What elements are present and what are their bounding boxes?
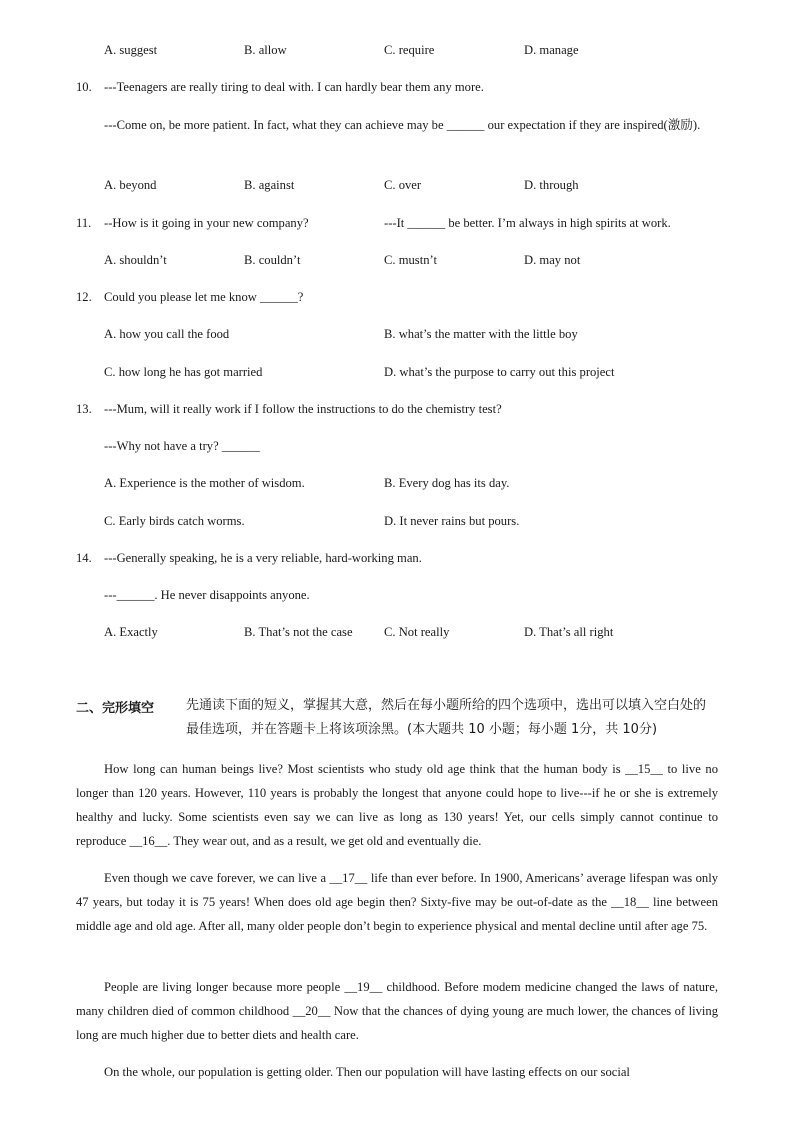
option-c[interactable]: C. how long he has got married — [104, 365, 263, 379]
option-b[interactable]: B. couldn’t — [244, 253, 301, 267]
option-b[interactable]: B. what’s the matter with the little boy — [384, 327, 578, 341]
question-text: Could you please let me know ______? — [104, 290, 304, 304]
question-options — [104, 625, 744, 643]
passage-paragraph: On the whole, our population is getting older. Then our population will have lasting effects on our social — [104, 1065, 630, 1079]
question-text-reply: ---It ______ be better. I’m always in high spirits at work. — [384, 216, 671, 230]
option-a[interactable]: A. shouldn’t — [104, 253, 167, 267]
section-instructions: 先通读下面的短义，掌握其大意，然后在每小题所给的四个选项中，选出可以填入空白处的最佳选项，并在答题卡上将该项涂黑。(本大题共 10 小题；每小题 1分，共 10分) — [186, 698, 707, 737]
prev-question-options — [104, 43, 744, 61]
option-d[interactable]: D. It never rains but pours. — [384, 514, 520, 528]
question-options — [104, 476, 744, 494]
option-b[interactable]: B. Every dog has its day. — [384, 476, 510, 490]
option-a[interactable]: A. how you call the food — [104, 327, 230, 341]
option-c[interactable]: C. over — [384, 178, 422, 192]
option-b[interactable]: B. allow — [244, 43, 287, 57]
question-options — [104, 327, 744, 345]
option-d[interactable]: D. may not — [524, 253, 581, 267]
option-d[interactable]: D. through — [524, 178, 579, 192]
option-c[interactable]: C. mustn’t — [384, 253, 437, 267]
question-number: 14. — [76, 551, 92, 565]
option-b[interactable]: B. That’s not the case — [244, 625, 353, 639]
question-options — [104, 365, 744, 383]
option-c[interactable]: C. Early birds catch worms. — [104, 514, 245, 528]
option-c[interactable]: C. require — [384, 43, 435, 57]
question-options — [104, 514, 744, 532]
question-text: ---Mum, will it really work if I follow the instructions to do the chemistry test? — [104, 402, 502, 416]
question-number: 13. — [76, 402, 92, 416]
question-number: 12. — [76, 290, 92, 304]
question-text: ---Come on, be more patient. In fact, what they can achieve may be ______ our expectation if they are inspired(激励). — [104, 118, 701, 132]
question-text: ---Teenagers are really tiring to deal with. I can hardly bear them any more. — [104, 80, 484, 94]
passage-paragraph: People are living longer because more people __19__ childhood. Before modem medicine changed the laws of nature, many children died of common childhood __20__ Now that the chances of dying young are much lower, the chances of living long are much higher due to better diets and health care. — [76, 980, 718, 1042]
question-options — [104, 253, 744, 271]
option-a[interactable]: A. beyond — [104, 178, 157, 192]
question-text: ---Generally speaking, he is a very reliable, hard-working man. — [104, 551, 422, 565]
question-options — [104, 178, 744, 196]
question-number: 10. — [76, 80, 92, 94]
passage-paragraph: Even though we cave forever, we can live a __17__ life than ever before. In 1900, Americans’ average lifespan was only 47 years, but today it is 75 years! When does old age begin then? Sixty-five may be out-of-date as the __18__ line between middle age and old age. After all, many older people don’t begin to experience physical and mental decline until after age 75. — [76, 871, 718, 933]
option-c[interactable]: C. Not really — [384, 625, 450, 639]
option-a[interactable]: A. Experience is the mother of wisdom. — [104, 476, 305, 490]
option-b[interactable]: B. against — [244, 178, 295, 192]
option-d[interactable]: D. manage — [524, 43, 579, 57]
question-text: --How is it going in your new company? — [104, 216, 309, 230]
question-text: ---______. He never disappoints anyone. — [104, 588, 310, 602]
option-d[interactable]: D. what’s the purpose to carry out this project — [384, 365, 615, 379]
option-d[interactable]: D. That’s all right — [524, 625, 614, 639]
question-number: 11. — [76, 216, 92, 230]
question-text: ---Why not have a try? ______ — [104, 439, 260, 453]
passage-paragraph: How long can human beings live? Most scientists who study old age think that the human body is __15__ to live no longer than 120 years. However, 110 years is probably the longest that anyone could hope to live---if he or she is extremely healthy and lucky. Some scientists even say we can live as long as 130 years! Yet, our cells simply cannot continue to reproduce __16__. They wear out, and as a result, we get old and eventually die. — [76, 762, 718, 848]
option-a[interactable]: A. Exactly — [104, 625, 158, 639]
section-title: 二、完形填空 — [76, 701, 155, 716]
option-a[interactable]: A. suggest — [104, 43, 158, 57]
